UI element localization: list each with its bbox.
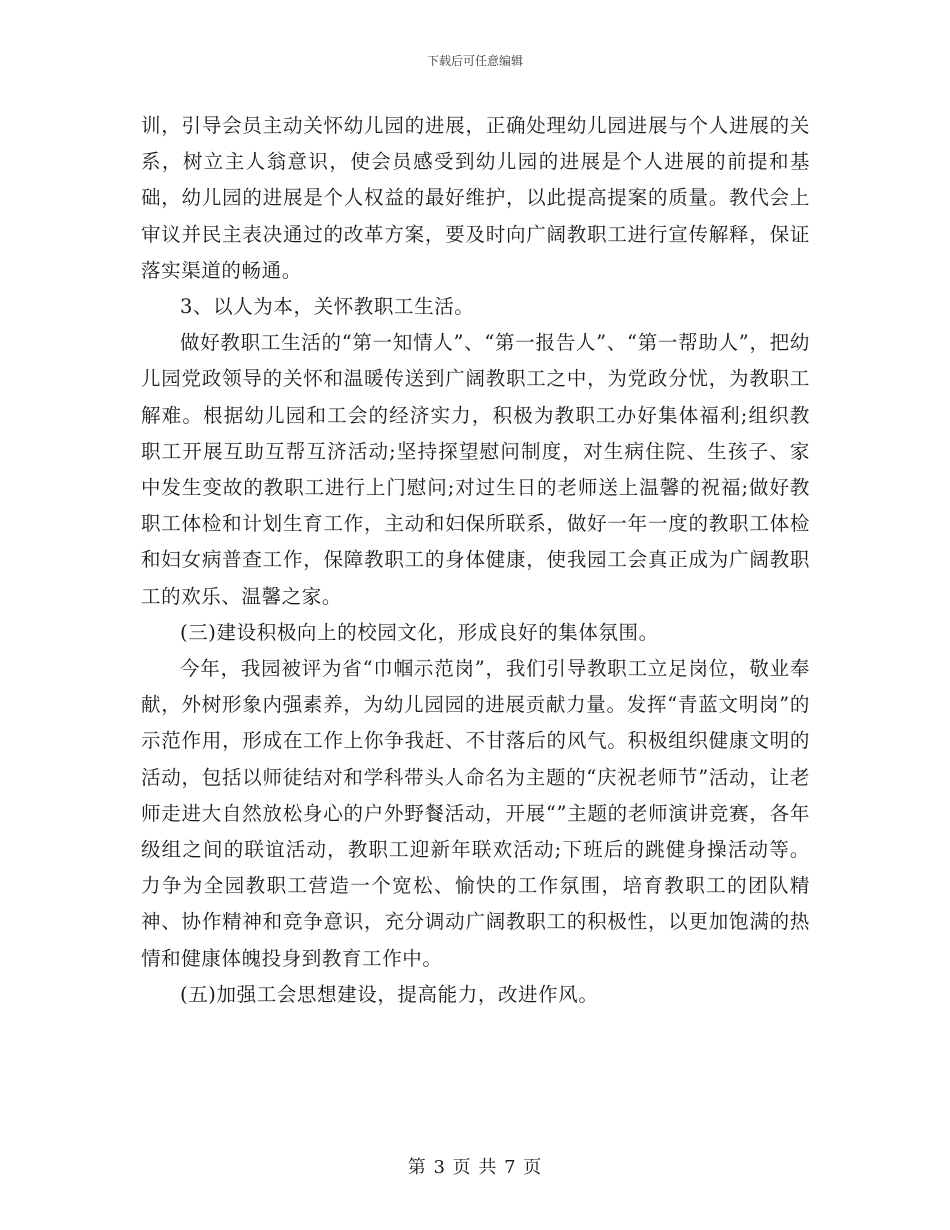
page-number-footer: 第 3 页 共 7 页: [407, 1157, 543, 1178]
page-header: 下载后可任意编辑: [426, 54, 523, 68]
paragraph-3: 做好教职工生活的“第一知情人”、“第一报告人”、“第一帮助人”，把幼儿园党政领导的关怀和温暖传送到广阔教职工之中，为党政分忧，为教职工解难。根据幼儿园和工会的经济实力，积极为教职工办好集体福利;组织教职工开展互助互帮互济活动;坚持探望慰问制度，对生病住院、生孩子、家中发生变故的教职工进行上门慰问;对过生日的老师送上温馨的祝福;做好教职工体检和计划生育工作，主动和妇保所联系，做好一年一度的教职工体检和妇女病普查工作，保障教职工的身体健康，使我园工会真正成为广阔教职工的欢乐、温馨之家。: [141, 331, 810, 608]
document-body: [141, 108, 810, 1013]
paragraph-5: 今年，我园被评为省“巾帼示范岗”，我们引导教职工立足岗位，敬业奉献，外树形象内强素养，为幼儿园园的进展贡献力量。发挥“青蓝文明岗”的示范作用，形成在工作上你争我赶、不甘落后的风气。积极组织健康文明的活动，包括以师徒结对和学科带头人命名为主题的“庆祝老师节”活动，让老师走进大自然放松身心的户外野餐活动，开展“”主题的老师演讲竞赛，各年级组之间的联谊活动，教职工迎新年联欢活动;下班后的跳健身操活动等。力争为全园教职工营造一个宽松、愉快的工作氛围，培育教职工的团队精神、协作精神和竞争意识，充分调动广阔教职工的积极性，以更加饱满的热情和健康体魄投身到教育工作中。: [141, 657, 810, 970]
paragraph-2-heading: 3、以人为本，关怀教职工生活。: [180, 295, 475, 319]
paragraph-6-heading: (五)加强工会思想建设，提高能力，改进作风。: [180, 982, 599, 1006]
paragraph-1: 训，引导会员主动关怀幼儿园的进展，正确处理幼儿园进展与个人进展的关系，树立主人翁意识，使会员感受到幼儿园的进展是个人进展的前提和基础，幼儿园的进展是个人权益的最好维护，以此提高提案的质量。教代会上审议并民主表决通过的改革方案，要及时向广阔教职工进行宣传解释，保证落实渠道的畅通。: [141, 114, 810, 282]
paragraph-4-heading: (三)建设积极向上的校园文化，形成良好的集体氛围。: [180, 620, 659, 644]
